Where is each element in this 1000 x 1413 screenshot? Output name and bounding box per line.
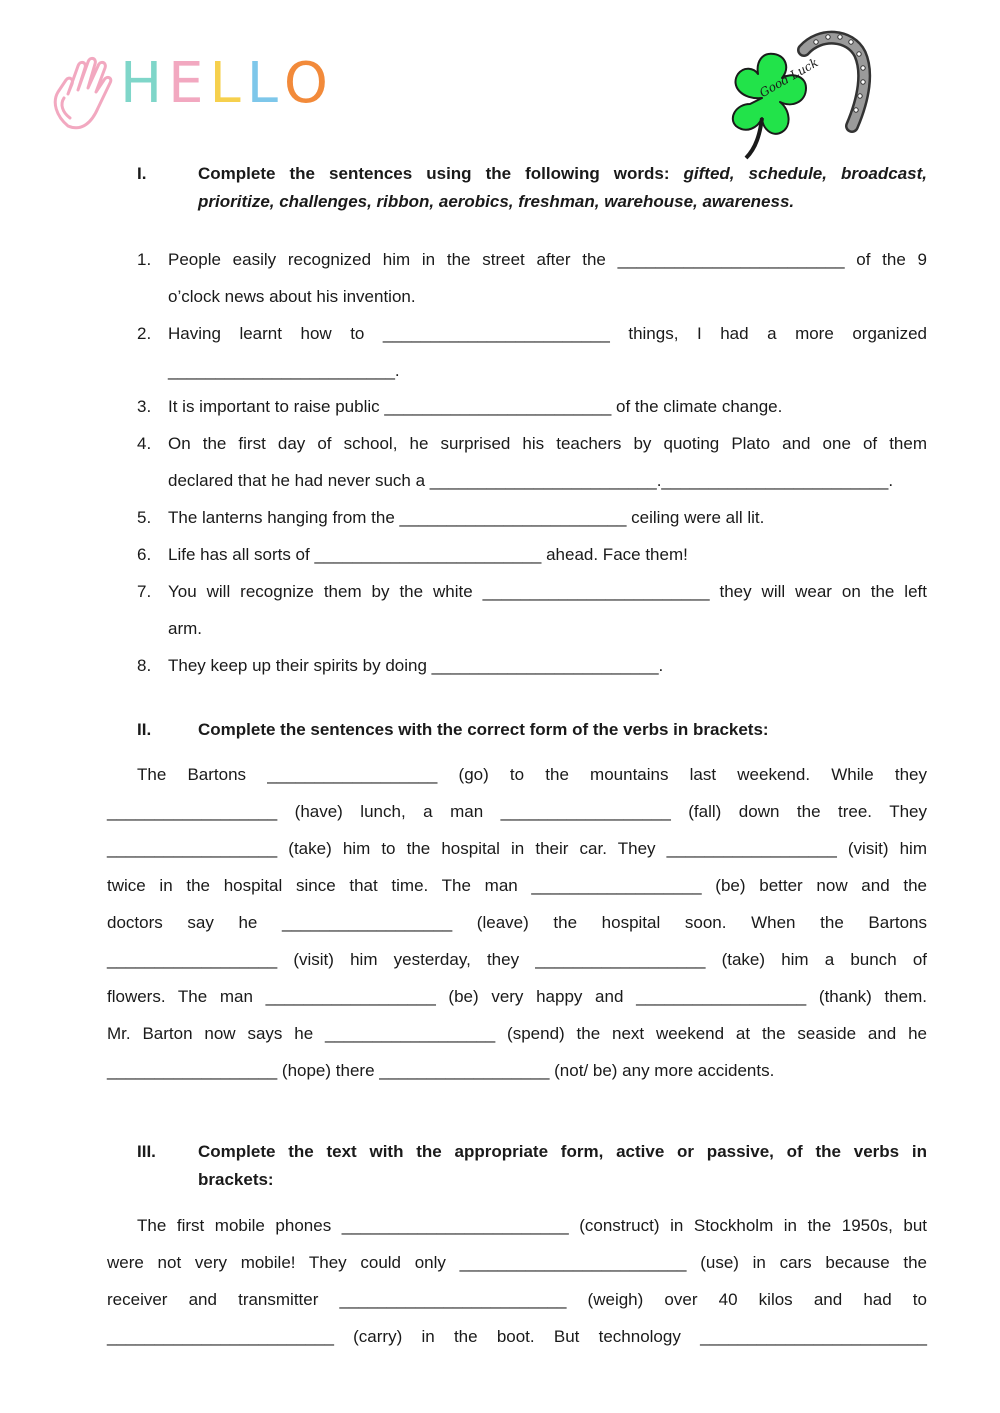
item-text-line: They keep up their spirits by doing ________________________.	[168, 656, 664, 675]
good-luck-text: Good Luck	[757, 55, 821, 101]
item-number: 2.	[137, 324, 152, 343]
hello-letter: H	[120, 51, 169, 116]
section-3-instruction-line-1: Complete the text with the appropriate form, active or passive, of the verbs in	[198, 1142, 927, 1161]
item-number: 1.	[137, 250, 152, 269]
paragraph-line: The first mobile phones ________________________ (construct) in Stockholm in the 1950s, but	[137, 1216, 927, 1235]
section-3-instruction-line-2: brackets:	[198, 1170, 274, 1189]
section-3-instruction	[198, 1138, 927, 1194]
section-1-number: I.	[137, 164, 147, 183]
hello-letter: L	[209, 51, 247, 116]
hello-text	[120, 51, 334, 116]
paragraph-line: __________________ (hope) there __________________ (not/ be) any more accidents.	[107, 1061, 775, 1080]
item-text-line: You will recognize them by the white ________________________ they will wear on the left	[168, 582, 927, 601]
item-text-line: On the first day of school, he surprised his teachers by quoting Plato and one of them	[168, 434, 927, 453]
waving-hand-icon	[48, 52, 120, 132]
section-1-instruction-plain: Complete the sentences using the following words:	[198, 164, 670, 183]
section-3-number: III.	[137, 1142, 156, 1161]
item-text-line: declared that he had never such a ________________________.________________________.	[168, 471, 894, 490]
item-text-line: The lanterns hanging from the ________________________ ceiling were all lit.	[168, 508, 765, 527]
item-text-line: o’clock news about his invention.	[168, 287, 416, 306]
good-luck-clover-icon	[712, 30, 872, 165]
section-2-instruction	[198, 716, 927, 744]
paragraph-line: __________________ (visit) him yesterday, they __________________ (take) him a bunch of	[107, 950, 927, 969]
hello-letter: L	[246, 51, 284, 116]
section-2-instruction-text: Complete the sentences with the correct form of the verbs in brackets:	[198, 720, 769, 739]
item-text-line: Life has all sorts of ________________________ ahead. Face them!	[168, 545, 688, 564]
item-number: 3.	[137, 397, 152, 416]
paragraph-line: __________________ (have) lunch, a man __________________ (fall) down the tree. They	[107, 802, 927, 821]
item-text-line: People easily recognized him in the street after the ________________________ of the 9	[168, 250, 927, 269]
item-number: 8.	[137, 656, 152, 675]
paragraph-line: doctors say he __________________ (leave) the hospital soon. When the Bartons	[107, 913, 927, 932]
section-1-instruction	[198, 160, 927, 216]
paragraph-line: __________________ (take) him to the hospital in their car. They __________________ (visit) him	[107, 839, 927, 858]
section-1-word-list-line-2: prioritize, challenges, ribbon, aerobics, freshman, warehouse, awareness.	[198, 192, 795, 211]
item-number: 7.	[137, 582, 152, 601]
item-text-line: ________________________.	[168, 361, 400, 380]
item-text-line: Having learnt how to ________________________ things, I had a more organized	[168, 324, 927, 343]
paragraph-line: twice in the hospital since that time. The man __________________ (be) better now and the	[107, 876, 927, 895]
item-text-line: It is important to raise public ________________________ of the climate change.	[168, 397, 783, 416]
paragraph-line: receiver and transmitter ________________________ (weigh) over 40 kilos and had to	[107, 1290, 927, 1309]
hello-letter: E	[168, 51, 210, 116]
section-3-paragraph	[107, 1207, 927, 1355]
paragraph-line: flowers. The man __________________ (be) very happy and __________________ (thank) them.	[107, 987, 927, 1006]
item-text-line: arm.	[168, 619, 202, 638]
section-1-word-list-line-1: gifted, schedule, broadcast,	[683, 164, 927, 183]
item-number: 5.	[137, 508, 152, 527]
paragraph-line: The Bartons __________________ (go) to the mountains last weekend. While they	[137, 765, 927, 784]
paragraph-line: were not very mobile! They could only ________________________ (use) in cars because the	[107, 1253, 927, 1272]
hello-banner	[48, 48, 334, 138]
section-2-number: II.	[137, 720, 152, 739]
paragraph-line: Mr. Barton now says he __________________ (spend) the next weekend at the seaside and he	[107, 1024, 927, 1043]
hello-letter: O	[283, 51, 334, 116]
section-2-paragraph	[107, 756, 927, 1089]
item-number: 4.	[137, 434, 152, 453]
item-number: 6.	[137, 545, 152, 564]
paragraph-line: ________________________ (carry) in the boot. But technology ________________________	[107, 1327, 927, 1346]
